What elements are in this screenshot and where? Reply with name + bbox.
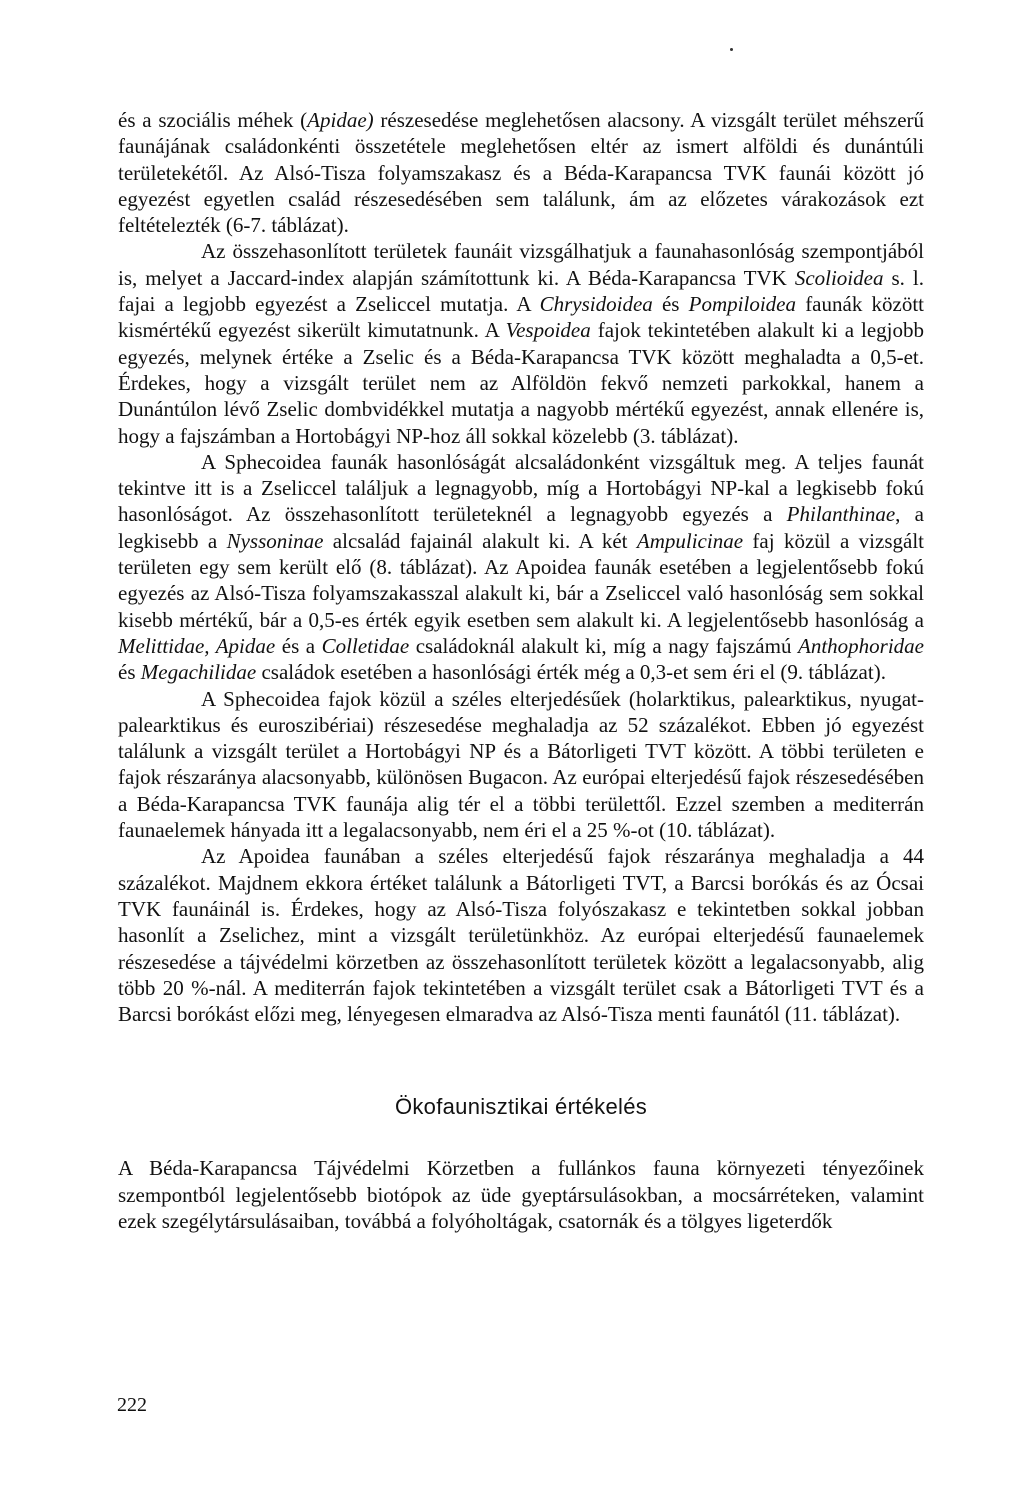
scan-speck bbox=[730, 48, 733, 51]
text-run: családoknál alakult ki, míg a nagy fajszámú bbox=[409, 633, 798, 658]
italic-taxon: Melittidae, Apidae bbox=[118, 633, 276, 658]
page-number: 222 bbox=[117, 1394, 147, 1416]
italic-taxon: Megachilidae bbox=[140, 660, 257, 685]
paragraph bbox=[118, 107, 924, 238]
italic-taxon: Colletidae bbox=[321, 633, 410, 658]
section-heading: Ökofaunisztikai értékelés bbox=[394, 1094, 648, 1120]
text-run: és a szociális méhek ( bbox=[118, 108, 308, 132]
italic-taxon: Pompiloidea bbox=[688, 292, 796, 317]
text-run: családok esetében a hasonlósági érték még a 0,3-et sem éri el (9. táblázat). bbox=[256, 660, 886, 685]
italic-taxon: Scolioidea bbox=[794, 265, 884, 290]
paragraph bbox=[118, 449, 924, 686]
page-body bbox=[118, 107, 924, 1234]
italic-taxon: Vespoidea bbox=[505, 318, 591, 343]
text-run: faunák között kismértékű egyezést sikerült kimutatnunk. A bbox=[118, 292, 925, 343]
text-run: , a legkisebb a bbox=[118, 502, 924, 553]
paragraph bbox=[118, 686, 924, 844]
text-run: A Béda-Karapancsa Tájvédelmi Körzetben a fullánkos fauna környezeti tényezőinek szempontból legjelentősebb biotópok az üde gyeptársulásokban, a mocsárréteken, valamint ezek szegélytársulásaiban, továbbá a folyóholtágak, csatornák és a tölgyes ligeterdők bbox=[118, 1156, 924, 1233]
text-run: A Sphecoidea fajok közül a széles elterjedésűek (holarktikus, palearktikus, nyugat-palearktikus és euroszibériai) részesedése meghaladja az 52 százalékot. Ebben jó egyezést találunk a vizsgált terület a Hortobágyi NP és a Bátorligeti TVT között. A többi területen e fajok részaránya alacsonyabb, különösen Bugacon. Az európai elterjedésű fajok részesedésében a Béda-Karapancsa TVK faunája alig tér el a többi területtől. Ezzel szemben a mediterrán faunaelemek hányada itt a legalacsonyabb, nem éri el a 25 %-ot (10. táblázat). bbox=[118, 686, 924, 843]
text-run: faj közül a vizsgált területen egy sem került elő (8. táblázat). Az Apoidea faunák esetében a legjelentősebb fokú egyezés az Alsó-Tisza folyamszakasszal alakult ki, bár a Zseliccel való hasonlóság sem sokkal kisebb mértékű, bár a 0,5-es érték egyik esetben sem alakult ki. A legjelentősebb hasonlóság a bbox=[118, 528, 924, 632]
italic-taxon: Anthophoridae bbox=[798, 633, 924, 658]
italic-taxon: Nyssoninae bbox=[226, 528, 324, 553]
main-text bbox=[118, 107, 924, 1027]
text-run: Az Apoidea faunában a széles elterjedésű fajok részaránya meghaladja a 44 százalékot. Majdnem ekkora értéket találunk a Bátorligeti TVT, a Barcsi borókás és az Ócsai TVK faunáinál is. Érdekes, hogy az Alsó-Tisza folyószakasz e tekintetben sokkal jobban hasonlít a Zselichez, mint a vizsgált területünkhöz. Az európai elterjedésű faunaelemek részesedése a tájvédelmi körzetben az összehasonlított területek között a legalacsonyabb, alig több 20 %-nál. A mediterrán fajok tekintetében a vizsgált terület csak a Bátorligeti TVT és a Barcsi borókást előzi meg, lényegesen elmaradva az Alsó-Tisza menti faunától (11. táblázat). bbox=[118, 844, 924, 1027]
text-run: Az összehasonlított területek faunáit vizsgálhatjuk a faunahasonlóság szempontjából is, melyet a Jaccard-index alapján számítottunk ki. A Béda-Karapancsa TVK bbox=[118, 239, 924, 290]
italic-taxon: Apidae) bbox=[307, 108, 374, 132]
text-run: fajok tekintetében alakult ki a legjobb egyezés, melynek értéke a Zselic és a Béda-Karapancsa TVK között meghaladta a 0,5-et. Érdekes, hogy a vizsgált terület nem az Alföldön fekvő nemzeti parkokkal, hanem a Dunántúlon lévő Zselic dombvidékkel mutatja a nagyobb mértékű egyezést, annak ellenére is, hogy a fajszámban a Hortobágyi NP-hoz áll sokkal közelebb (3. táblázat). bbox=[118, 318, 924, 448]
text-run: és a bbox=[275, 633, 322, 658]
section-text bbox=[118, 1155, 924, 1234]
paragraph bbox=[118, 238, 924, 448]
paragraph bbox=[118, 1155, 924, 1234]
text-run: s. l. fajai a legjobb egyezést a Zseliccel mutatja. A bbox=[118, 265, 924, 317]
text-run: A Sphecoidea faunák hasonlóságát alcsaládonként vizsgáltuk meg. A teljes faunát tekintve itt is a Zseliccel találjuk a legnagyobb, míg a Hortobágyi NP-kal a legkisebb fokú hasonlóságot. Az összehasonlított területeknél a legnagyobb egyezés a bbox=[118, 449, 924, 527]
italic-taxon: Chrysidoidea bbox=[539, 292, 653, 317]
italic-taxon: Ampulicinae bbox=[636, 528, 744, 553]
text-run: részesedése meglehetősen alacsony. A vizsgált terület méhszerű faunájának családonkénti összetétele meglehetősen eltér az ismert alföldi és dunántúli területekétől. Az Alsó-Tisza folyamszakasz és a Béda-Karapancsa TVK faunái között jó egyezést egyetlen család részesedésében sem találunk, ám az előzetes várakozások ezt feltételezték (6-7. táblázat). bbox=[118, 108, 925, 238]
paragraph bbox=[118, 843, 924, 1027]
italic-taxon: Philanthinae bbox=[786, 502, 896, 527]
text-run: alcsalád fajainál alakult ki. A két bbox=[323, 528, 637, 553]
text-run: és bbox=[652, 292, 689, 317]
text-run: és bbox=[118, 660, 141, 685]
